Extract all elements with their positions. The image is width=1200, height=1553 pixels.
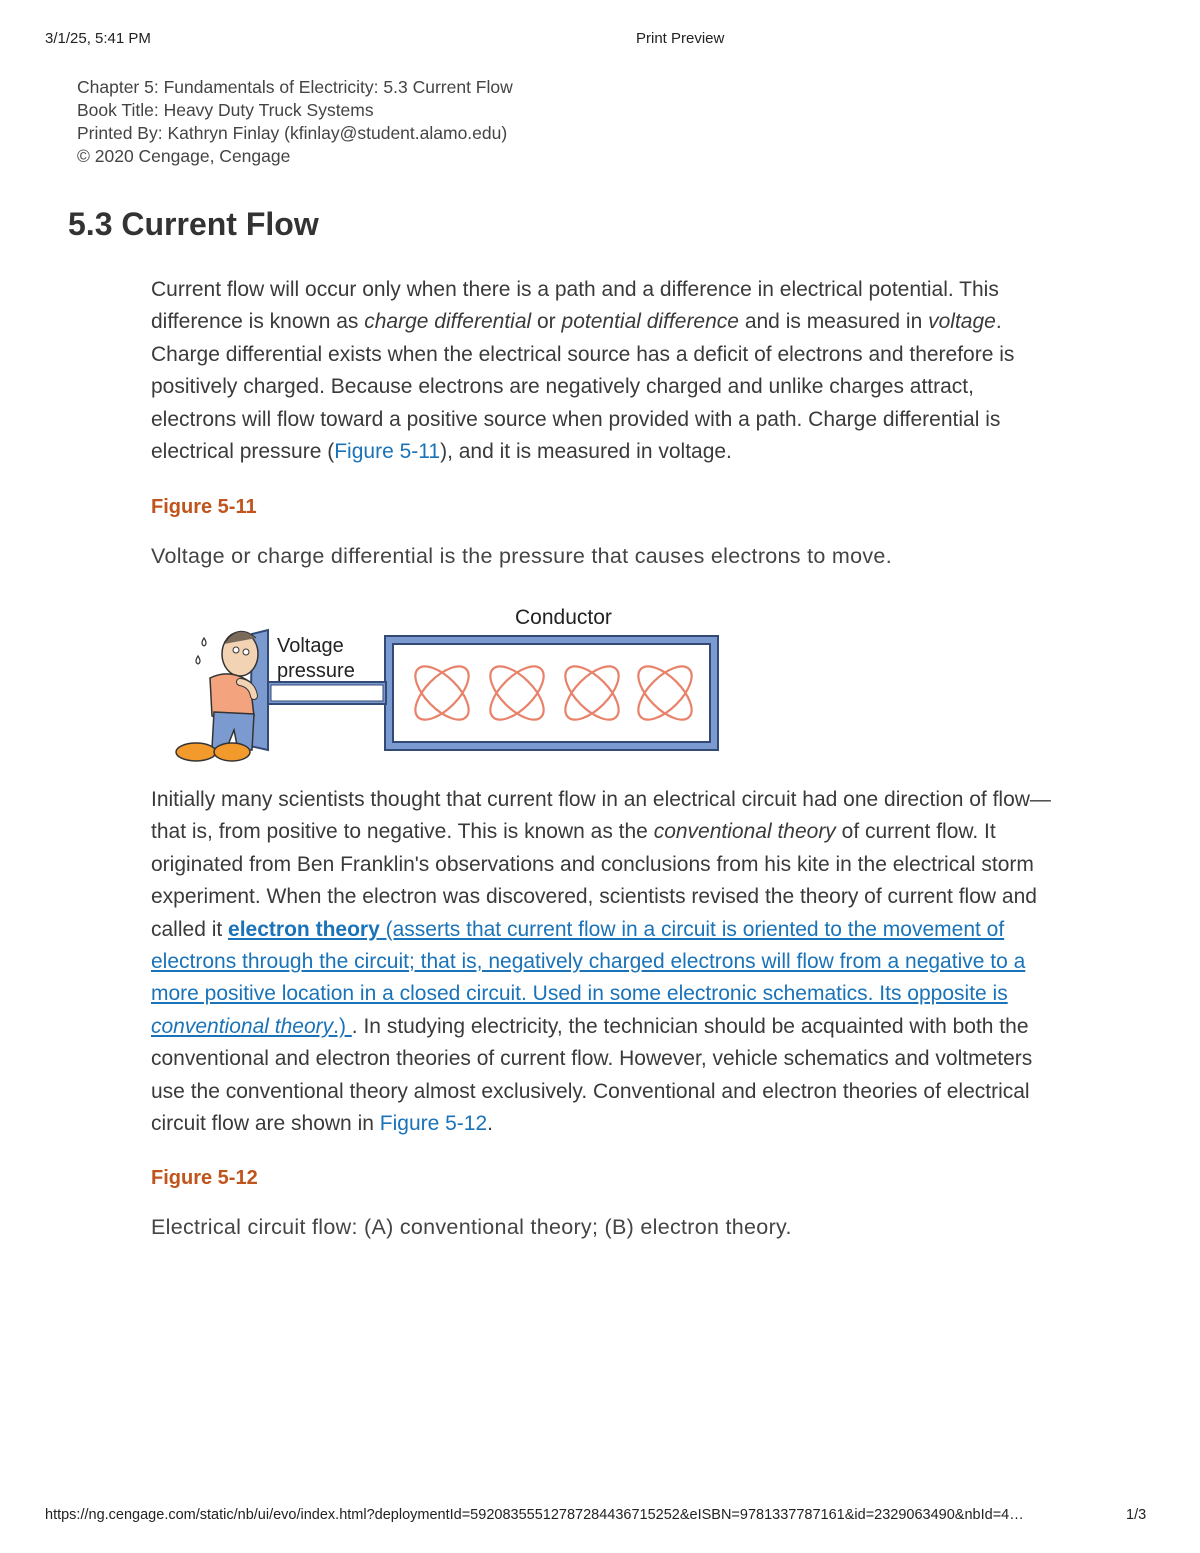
- paragraph-current-flow: Current flow will occur only when there is a path and a difference in electrical potential. This difference is known as charge differential or potential difference and is measured in voltage. Charge differential exists when the electrical source has a deficit of electrons and therefore is positively charged. Because electrons are negatively charged and unlike charges attract, electrons will flow toward a positive source when provided with a path. Charge differential is electrical pressure (Figure 5-11), and it is measured in voltage.: [151, 278, 1015, 464]
- page-number: 1/3: [1126, 1507, 1147, 1523]
- print-date: 3/1/25, 5:41 PM: [45, 30, 151, 47]
- copyright-line: © 2020 Cengage, Cengage: [77, 146, 291, 166]
- printed-by-line: Printed By: Kathryn Finlay (kfinlay@student.alamo.edu): [77, 123, 508, 143]
- push-rod-inner: [271, 685, 383, 701]
- section-title: 5.3 Current Flow: [68, 206, 319, 242]
- electron-theory-glossary-term[interactable]: electron theory: [228, 917, 380, 941]
- figure-5-12-label: Figure 5-12: [151, 1167, 258, 1189]
- conductor-label: Conductor: [515, 606, 612, 629]
- figure-5-12-link[interactable]: Figure 5-12: [379, 1112, 488, 1136]
- voltage-label: Voltage: [277, 635, 344, 657]
- print-preview-title: Print Preview: [636, 30, 725, 47]
- voltage-pressure-illustration: [140, 600, 740, 770]
- chapter-line: Chapter 5: Fundamentals of Electricity: 5.3 Current Flow: [77, 77, 513, 97]
- pressure-label: pressure: [277, 660, 355, 682]
- figure-5-11-caption: Voltage or charge differential is the pressure that causes electrons to move.: [151, 544, 892, 568]
- electron-theory-definition[interactable]: (asserts that current flow in a circuit is oriented to the movement of electrons through the circuit; that is, negatively charged electrons will flow from a negative to a more positive location in a closed circuit. Used in some electronic schematics. Its opposite is conventional theory.): [151, 917, 1026, 1038]
- document-metadata: [77, 76, 513, 168]
- sweat-drop-icon: [196, 656, 200, 664]
- worker-shoe-left: [176, 743, 216, 761]
- cartoon-worker-figure: [176, 631, 258, 761]
- figure-5-11-label: Figure 5-11: [151, 496, 257, 518]
- paragraph-electron-theory: Initially many scientists thought that current flow in an electrical circuit had one direction of flow—that is, from positive to negative. This is known as the conventional theory of current flow. It originated from Ben Franklin's observations and conclusions from his kite in the electrical storm experiment. When the electron was discovered, scientists revised the theory of current flow and called it electron theory (asserts that current flow in a circuit is oriented to the movement of electrons through the circuit; that is, negatively charged electrons will flow from a negative to a more positive location in a closed circuit. Used in some electronic schematics. Its opposite is conventional theory.) . In studying electricity, the technician should be acquainted with both the conventional and electron theories of current flow. However, vehicle schematics and voltmeters use the conventional theory almost exclusively. Conventional and electron theories of electrical circuit flow are shown in Figure 5-12.: [151, 788, 1051, 1136]
- figure-5-12-caption: Electrical circuit flow: (A) conventional theory; (B) electron theory.: [151, 1215, 792, 1239]
- footer-url: https://ng.cengage.com/static/nb/ui/evo/index.html?deploymentId=5920835551278728443671525​2&eISBN=9781337787161&id=2329063490&nbId=4…: [45, 1507, 1024, 1523]
- conductor-inner: [393, 644, 710, 742]
- book-title-line: Book Title: Heavy Duty Truck Systems: [77, 100, 374, 120]
- figure-5-11-link[interactable]: Figure 5-11: [334, 440, 441, 464]
- worker-shoe-right: [214, 743, 250, 761]
- sweat-drop-icon: [202, 638, 206, 646]
